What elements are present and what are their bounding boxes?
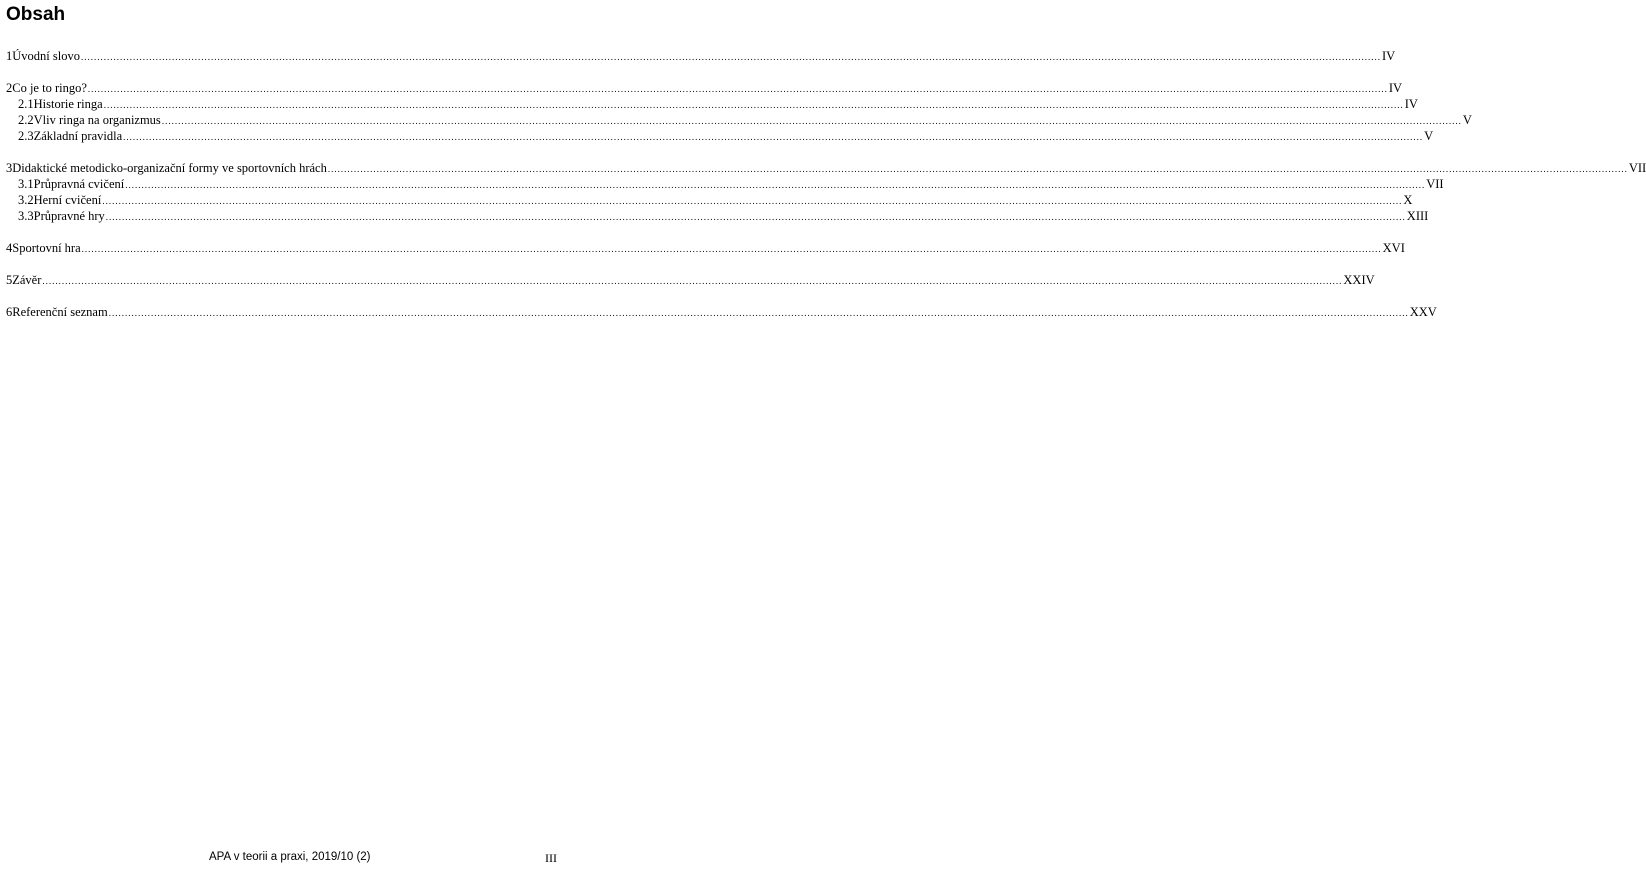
toc-entry-label: Referenční seznam (12, 305, 108, 319)
toc-entry[interactable] (6, 192, 1413, 208)
toc-dot-leader: ................................................................................................................................................................................................................................................................................................................................................................................................................ (42, 276, 1343, 286)
toc-entry-label: Vliv ringa na organizmus (33, 113, 161, 127)
footer-journal: APA v teorii a praxi, 2019/10 (2) (209, 851, 371, 863)
toc-entry-number: 3.1 (18, 177, 34, 191)
toc-entry-page: XXV (1409, 305, 1437, 319)
toc-entry-label: Herní cvičení (33, 193, 102, 207)
toc-dot-leader: ................................................................................................................................................................................................................................................................................................................................................................................................................ (87, 84, 1388, 94)
toc-entry-label: Sportovní hra (12, 241, 81, 255)
toc-dot-leader: ................................................................................................................................................................................................................................................................................................................................................................................................................ (327, 164, 1628, 174)
toc-entry-page: V (1424, 129, 1434, 143)
toc-entry[interactable] (6, 176, 1444, 192)
toc-entry[interactable] (6, 304, 1437, 320)
footer-page-number: III (545, 851, 557, 865)
toc-entry-label: Úvodní slovo (12, 49, 80, 63)
toc-dot-leader: ................................................................................................................................................................................................................................................................................................................................................................................................................ (102, 196, 1403, 206)
toc-entry-number: 4 (6, 241, 13, 255)
toc-entry-number: 6 (6, 305, 13, 319)
toc-entry-page: XXIV (1343, 273, 1375, 287)
toc-entry-page: VII (1426, 177, 1444, 191)
toc-entry-label: Historie ringa (33, 97, 103, 111)
toc-entry-label: Co je to ringo? (12, 81, 87, 95)
toc-dot-leader: ................................................................................................................................................................................................................................................................................................................................................................................................................ (80, 52, 1381, 62)
toc-entry[interactable] (6, 48, 1396, 64)
toc-entry-number: 3 (6, 161, 13, 175)
toc-entry-number: 2.3 (18, 129, 34, 143)
toc-dot-leader: ................................................................................................................................................................................................................................................................................................................................................................................................................ (123, 132, 1424, 142)
toc-dot-leader: ................................................................................................................................................................................................................................................................................................................................................................................................................ (81, 244, 1382, 254)
toc-entry-label: Průpravné hry (33, 209, 105, 223)
toc-entry-page: XIII (1406, 209, 1429, 223)
toc-entry-page: IV (1381, 49, 1396, 63)
toc-entry[interactable] (6, 128, 1434, 144)
toc-entry-number: 2 (6, 81, 13, 95)
toc-entry[interactable] (6, 208, 1429, 224)
toc-entry[interactable] (6, 272, 1375, 288)
toc-entry-number: 3.2 (18, 193, 34, 207)
toc-entry-label: Základní pravidla (33, 129, 123, 143)
toc-dot-leader: ................................................................................................................................................................................................................................................................................................................................................................................................................ (108, 308, 1409, 318)
toc-entry-label: Závěr (12, 273, 42, 287)
toc-entry[interactable] (6, 96, 1418, 112)
toc-entry[interactable] (6, 240, 1405, 256)
toc-entry-number: 1 (6, 49, 13, 63)
toc-entry-label: Didaktické metodicko-organizační formy ve sportovních hrách (12, 161, 327, 175)
toc-dot-leader: ................................................................................................................................................................................................................................................................................................................................................................................................................ (105, 212, 1406, 222)
toc-dot-leader: ................................................................................................................................................................................................................................................................................................................................................................................................................ (161, 116, 1462, 126)
toc-entry-number: 2.1 (18, 97, 34, 111)
toc-dot-leader: ................................................................................................................................................................................................................................................................................................................................................................................................................ (103, 100, 1404, 110)
toc-entry-number: 2.2 (18, 113, 34, 127)
toc-entry-number: 5 (6, 273, 13, 287)
toc-entry-page: V (1462, 113, 1472, 127)
toc-entry-page: IV (1388, 81, 1403, 95)
toc-entry-page: XVI (1382, 241, 1405, 255)
toc-entry-label: Průpravná cvičení (33, 177, 125, 191)
toc-entry-page: IV (1404, 97, 1418, 111)
toc-entry[interactable] (6, 112, 1472, 128)
toc-title: Obsah (6, 4, 66, 25)
table-of-contents (6, 48, 1646, 320)
toc-dot-leader: ................................................................................................................................................................................................................................................................................................................................................................................................................ (125, 180, 1426, 190)
toc-entry-page: X (1403, 193, 1413, 207)
toc-entry[interactable] (6, 160, 1646, 176)
toc-entry[interactable] (6, 80, 1403, 96)
toc-entry-number: 3.3 (18, 209, 34, 223)
toc-entry-page: VII (1628, 161, 1646, 175)
